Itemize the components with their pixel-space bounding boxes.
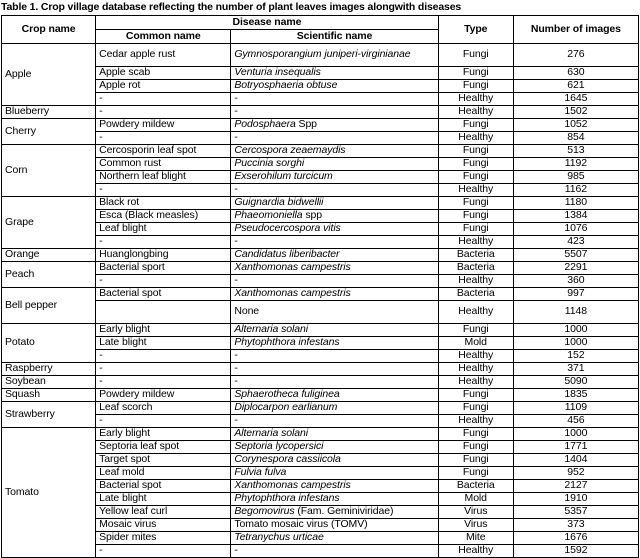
cell-common-name: Leaf mold bbox=[96, 467, 231, 480]
table-row bbox=[2, 337, 639, 350]
cell-scientific-name: Alternaria solani bbox=[231, 324, 438, 337]
cell-scientific-name: Septoria lycopersici bbox=[231, 441, 438, 454]
table-caption: Table 1. Crop village database reflecting the number of plant leaves images alongwith diseases bbox=[1, 1, 462, 13]
cell-scientific-name: - bbox=[231, 132, 438, 145]
cell-type: Bacteria bbox=[438, 288, 513, 301]
cell-crop-name: Peach bbox=[2, 262, 96, 288]
cell-scientific-name: - bbox=[231, 184, 438, 197]
cell-crop-name: Corn bbox=[2, 145, 96, 197]
header-crop-name: Crop name bbox=[2, 16, 96, 44]
cell-type: Mite bbox=[438, 532, 513, 545]
cell-number-of-images: 1052 bbox=[513, 119, 638, 132]
table-row bbox=[2, 519, 639, 532]
cell-type: Healthy bbox=[438, 301, 513, 324]
cell-number-of-images: 985 bbox=[513, 171, 638, 184]
cell-number-of-images: 1502 bbox=[513, 106, 638, 119]
table-row bbox=[2, 158, 639, 171]
cell-number-of-images: 456 bbox=[513, 415, 638, 428]
table-row bbox=[2, 441, 639, 454]
table-row bbox=[2, 506, 639, 519]
cell-common-name: Mosaic virus bbox=[96, 519, 231, 532]
cell-common-name: - bbox=[96, 545, 231, 558]
cell-scientific-name: Exserohilum turcicum bbox=[231, 171, 438, 184]
table-row bbox=[2, 106, 639, 119]
cell-type: Healthy bbox=[438, 545, 513, 558]
cell-scientific-name: Sphaerotheca fuliginea bbox=[231, 389, 438, 402]
table-row bbox=[2, 493, 639, 506]
cell-type: Healthy bbox=[438, 93, 513, 106]
cell-number-of-images: 1076 bbox=[513, 223, 638, 236]
cell-scientific-name: Podosphaera Spp bbox=[231, 119, 438, 132]
cell-common-name: Bacterial sport bbox=[96, 262, 231, 275]
cell-scientific-name: Begomovirus (Fam. Geminiviridae) bbox=[231, 506, 438, 519]
table-row bbox=[2, 363, 639, 376]
cell-number-of-images: 1404 bbox=[513, 454, 638, 467]
cell-common-name: Early blight bbox=[96, 324, 231, 337]
cell-number-of-images: 1000 bbox=[513, 428, 638, 441]
cell-scientific-name: Alternaria solani bbox=[231, 428, 438, 441]
cell-number-of-images: 152 bbox=[513, 350, 638, 363]
cell-number-of-images: 276 bbox=[513, 44, 638, 67]
cell-common-name: Apple rot bbox=[96, 80, 231, 93]
cell-common-name: Cercosporin leaf spot bbox=[96, 145, 231, 158]
cell-common-name: Powdery mildew bbox=[96, 119, 231, 132]
cell-type: Healthy bbox=[438, 363, 513, 376]
table-row bbox=[2, 415, 639, 428]
cell-scientific-name: Xanthomonas campestris bbox=[231, 480, 438, 493]
cell-type: Virus bbox=[438, 506, 513, 519]
cell-common-name: Yellow leaf curl bbox=[96, 506, 231, 519]
cell-type: Fungi bbox=[438, 324, 513, 337]
cell-number-of-images: 1148 bbox=[513, 301, 638, 324]
cell-scientific-name: Pseudocercospora vitis bbox=[231, 223, 438, 236]
cell-crop-name: Cherry bbox=[2, 119, 96, 145]
cell-crop-name: Potato bbox=[2, 324, 96, 363]
cell-scientific-name: Phaeomoniella spp bbox=[231, 210, 438, 223]
header-common-name: Common name bbox=[96, 30, 231, 44]
cell-type: Fungi bbox=[438, 197, 513, 210]
cell-scientific-name: Puccinia sorghi bbox=[231, 158, 438, 171]
table-row bbox=[2, 376, 639, 389]
cell-type: Fungi bbox=[438, 402, 513, 415]
cell-common-name bbox=[96, 301, 231, 324]
cell-type: Fungi bbox=[438, 80, 513, 93]
cell-common-name: Bacterial spot bbox=[96, 480, 231, 493]
cell-number-of-images: 997 bbox=[513, 288, 638, 301]
cell-number-of-images: 1000 bbox=[513, 337, 638, 350]
cell-type: Fungi bbox=[438, 454, 513, 467]
cell-crop-name: Tomato bbox=[2, 428, 96, 558]
cell-crop-name: Soybean bbox=[2, 376, 96, 389]
cell-number-of-images: 1835 bbox=[513, 389, 638, 402]
cell-common-name: - bbox=[96, 350, 231, 363]
cell-scientific-name: Botryosphaeria obtuse bbox=[231, 80, 438, 93]
cell-type: Fungi bbox=[438, 389, 513, 402]
cell-common-name: Late blight bbox=[96, 493, 231, 506]
cell-scientific-name: - bbox=[231, 93, 438, 106]
table-body bbox=[2, 44, 639, 558]
header-type: Type bbox=[438, 16, 513, 44]
cell-number-of-images: 1162 bbox=[513, 184, 638, 197]
cell-common-name: Target spot bbox=[96, 454, 231, 467]
cell-common-name: Septoria leaf spot bbox=[96, 441, 231, 454]
table-row bbox=[2, 223, 639, 236]
cell-type: Healthy bbox=[438, 184, 513, 197]
cell-number-of-images: 5090 bbox=[513, 376, 638, 389]
cell-common-name: - bbox=[96, 363, 231, 376]
cell-number-of-images: 1645 bbox=[513, 93, 638, 106]
cell-scientific-name: Xanthomonas campestris bbox=[231, 262, 438, 275]
cell-number-of-images: 5507 bbox=[513, 249, 638, 262]
cell-scientific-name: - bbox=[231, 236, 438, 249]
cell-number-of-images: 1192 bbox=[513, 158, 638, 171]
cell-type: Fungi bbox=[438, 145, 513, 158]
cell-common-name: - bbox=[96, 376, 231, 389]
cell-number-of-images: 1771 bbox=[513, 441, 638, 454]
cell-type: Fungi bbox=[438, 158, 513, 171]
cell-type: Healthy bbox=[438, 350, 513, 363]
cell-common-name: Huanglongbing bbox=[96, 249, 231, 262]
cell-type: Fungi bbox=[438, 171, 513, 184]
cell-crop-name: Squash bbox=[2, 389, 96, 402]
cell-common-name: - bbox=[96, 132, 231, 145]
cell-scientific-name: Fulvia fulva bbox=[231, 467, 438, 480]
cell-scientific-name: - bbox=[231, 545, 438, 558]
cell-number-of-images: 1592 bbox=[513, 545, 638, 558]
cell-crop-name: Raspberry bbox=[2, 363, 96, 376]
cell-type: Mold bbox=[438, 493, 513, 506]
cell-type: Healthy bbox=[438, 275, 513, 288]
cell-type: Healthy bbox=[438, 132, 513, 145]
cell-scientific-name: - bbox=[231, 363, 438, 376]
header-disease-name: Disease name bbox=[96, 16, 439, 30]
cell-type: Bacteria bbox=[438, 262, 513, 275]
cell-number-of-images: 371 bbox=[513, 363, 638, 376]
table-row bbox=[2, 184, 639, 197]
cell-scientific-name: Guignardia bidwellii bbox=[231, 197, 438, 210]
cell-number-of-images: 1910 bbox=[513, 493, 638, 506]
table-row bbox=[2, 262, 639, 275]
table-header bbox=[2, 16, 639, 44]
table-row bbox=[2, 402, 639, 415]
cell-number-of-images: 630 bbox=[513, 67, 638, 80]
cell-type: Healthy bbox=[438, 376, 513, 389]
table-row bbox=[2, 236, 639, 249]
cell-type: Healthy bbox=[438, 236, 513, 249]
table-row bbox=[2, 210, 639, 223]
cell-common-name: Northern leaf blight bbox=[96, 171, 231, 184]
table-row bbox=[2, 480, 639, 493]
table-row bbox=[2, 67, 639, 80]
crop-disease-table bbox=[1, 15, 639, 558]
cell-scientific-name: - bbox=[231, 350, 438, 363]
cell-number-of-images: 2291 bbox=[513, 262, 638, 275]
cell-type: Virus bbox=[438, 519, 513, 532]
cell-scientific-name: Tetranychus urticae bbox=[231, 532, 438, 545]
cell-number-of-images: 952 bbox=[513, 467, 638, 480]
cell-number-of-images: 2127 bbox=[513, 480, 638, 493]
cell-type: Healthy bbox=[438, 415, 513, 428]
cell-type: Fungi bbox=[438, 428, 513, 441]
cell-common-name: - bbox=[96, 236, 231, 249]
cell-scientific-name: - bbox=[231, 106, 438, 119]
cell-scientific-name: Tomato mosaic virus (TOMV) bbox=[231, 519, 438, 532]
table-row bbox=[2, 301, 639, 324]
cell-common-name: Apple scab bbox=[96, 67, 231, 80]
cell-common-name: - bbox=[96, 184, 231, 197]
cell-common-name: Black rot bbox=[96, 197, 231, 210]
cell-crop-name: Grape bbox=[2, 197, 96, 249]
cell-common-name: Early blight bbox=[96, 428, 231, 441]
cell-type: Bacteria bbox=[438, 249, 513, 262]
cell-scientific-name: - bbox=[231, 376, 438, 389]
cell-scientific-name: Phytophthora infestans bbox=[231, 337, 438, 350]
cell-crop-name: Apple bbox=[2, 44, 96, 106]
cell-type: Fungi bbox=[438, 67, 513, 80]
cell-scientific-name: - bbox=[231, 275, 438, 288]
cell-number-of-images: 621 bbox=[513, 80, 638, 93]
cell-common-name: Bacterial spot bbox=[96, 288, 231, 301]
table-row bbox=[2, 80, 639, 93]
table-row bbox=[2, 288, 639, 301]
table-row bbox=[2, 44, 639, 67]
table-row bbox=[2, 350, 639, 363]
cell-crop-name: Bell pepper bbox=[2, 288, 96, 324]
cell-scientific-name: Corynespora cassiicola bbox=[231, 454, 438, 467]
cell-common-name: Spider mites bbox=[96, 532, 231, 545]
cell-number-of-images: 513 bbox=[513, 145, 638, 158]
cell-type: Fungi bbox=[438, 119, 513, 132]
table-row bbox=[2, 389, 639, 402]
cell-number-of-images: 1676 bbox=[513, 532, 638, 545]
cell-number-of-images: 373 bbox=[513, 519, 638, 532]
header-scientific-name: Scientific name bbox=[231, 30, 438, 44]
cell-scientific-name: Xanthomonas campestris bbox=[231, 288, 438, 301]
table-row bbox=[2, 93, 639, 106]
cell-common-name: Late blight bbox=[96, 337, 231, 350]
cell-scientific-name: Venturia insequalis bbox=[231, 67, 438, 80]
table-row bbox=[2, 119, 639, 132]
cell-crop-name: Strawberry bbox=[2, 402, 96, 428]
cell-scientific-name: None bbox=[231, 301, 438, 324]
table-row bbox=[2, 275, 639, 288]
cell-type: Fungi bbox=[438, 44, 513, 67]
table-row bbox=[2, 454, 639, 467]
cell-number-of-images: 423 bbox=[513, 236, 638, 249]
cell-scientific-name: Phytophthora infestans bbox=[231, 493, 438, 506]
cell-type: Fungi bbox=[438, 223, 513, 236]
table-row bbox=[2, 532, 639, 545]
cell-crop-name: Orange bbox=[2, 249, 96, 262]
cell-common-name: Cedar apple rust bbox=[96, 44, 231, 67]
cell-common-name: Powdery mildew bbox=[96, 389, 231, 402]
cell-scientific-name: Cercospora zeaemaydis bbox=[231, 145, 438, 158]
cell-common-name: - bbox=[96, 93, 231, 106]
cell-common-name: Common rust bbox=[96, 158, 231, 171]
table-row bbox=[2, 428, 639, 441]
table-row bbox=[2, 324, 639, 337]
table-row bbox=[2, 249, 639, 262]
cell-number-of-images: 5357 bbox=[513, 506, 638, 519]
cell-type: Fungi bbox=[438, 441, 513, 454]
header-number-of-images: Number of images bbox=[513, 16, 638, 44]
cell-common-name: Leaf scorch bbox=[96, 402, 231, 415]
cell-number-of-images: 854 bbox=[513, 132, 638, 145]
cell-common-name: Esca (Black measles) bbox=[96, 210, 231, 223]
cell-crop-name: Blueberry bbox=[2, 106, 96, 119]
cell-common-name: - bbox=[96, 415, 231, 428]
cell-scientific-name: Gymnosporangium juniperi-virginianae bbox=[231, 44, 438, 67]
table-row bbox=[2, 545, 639, 558]
cell-scientific-name: Candidatus liberibacter bbox=[231, 249, 438, 262]
table-row bbox=[2, 132, 639, 145]
cell-number-of-images: 1109 bbox=[513, 402, 638, 415]
cell-type: Mold bbox=[438, 337, 513, 350]
cell-type: Healthy bbox=[438, 106, 513, 119]
cell-number-of-images: 1180 bbox=[513, 197, 638, 210]
table-row bbox=[2, 145, 639, 158]
cell-type: Bacteria bbox=[438, 480, 513, 493]
cell-type: Fungi bbox=[438, 210, 513, 223]
table-row bbox=[2, 197, 639, 210]
header-row-top bbox=[2, 16, 639, 30]
table-row bbox=[2, 171, 639, 184]
cell-common-name: Leaf blight bbox=[96, 223, 231, 236]
cell-scientific-name: Diplocarpon earlianum bbox=[231, 402, 438, 415]
cell-number-of-images: 1000 bbox=[513, 324, 638, 337]
cell-number-of-images: 1384 bbox=[513, 210, 638, 223]
cell-common-name: - bbox=[96, 106, 231, 119]
cell-type: Fungi bbox=[438, 467, 513, 480]
cell-scientific-name: - bbox=[231, 415, 438, 428]
table-row bbox=[2, 467, 639, 480]
cell-number-of-images: 360 bbox=[513, 275, 638, 288]
cell-common-name: - bbox=[96, 275, 231, 288]
